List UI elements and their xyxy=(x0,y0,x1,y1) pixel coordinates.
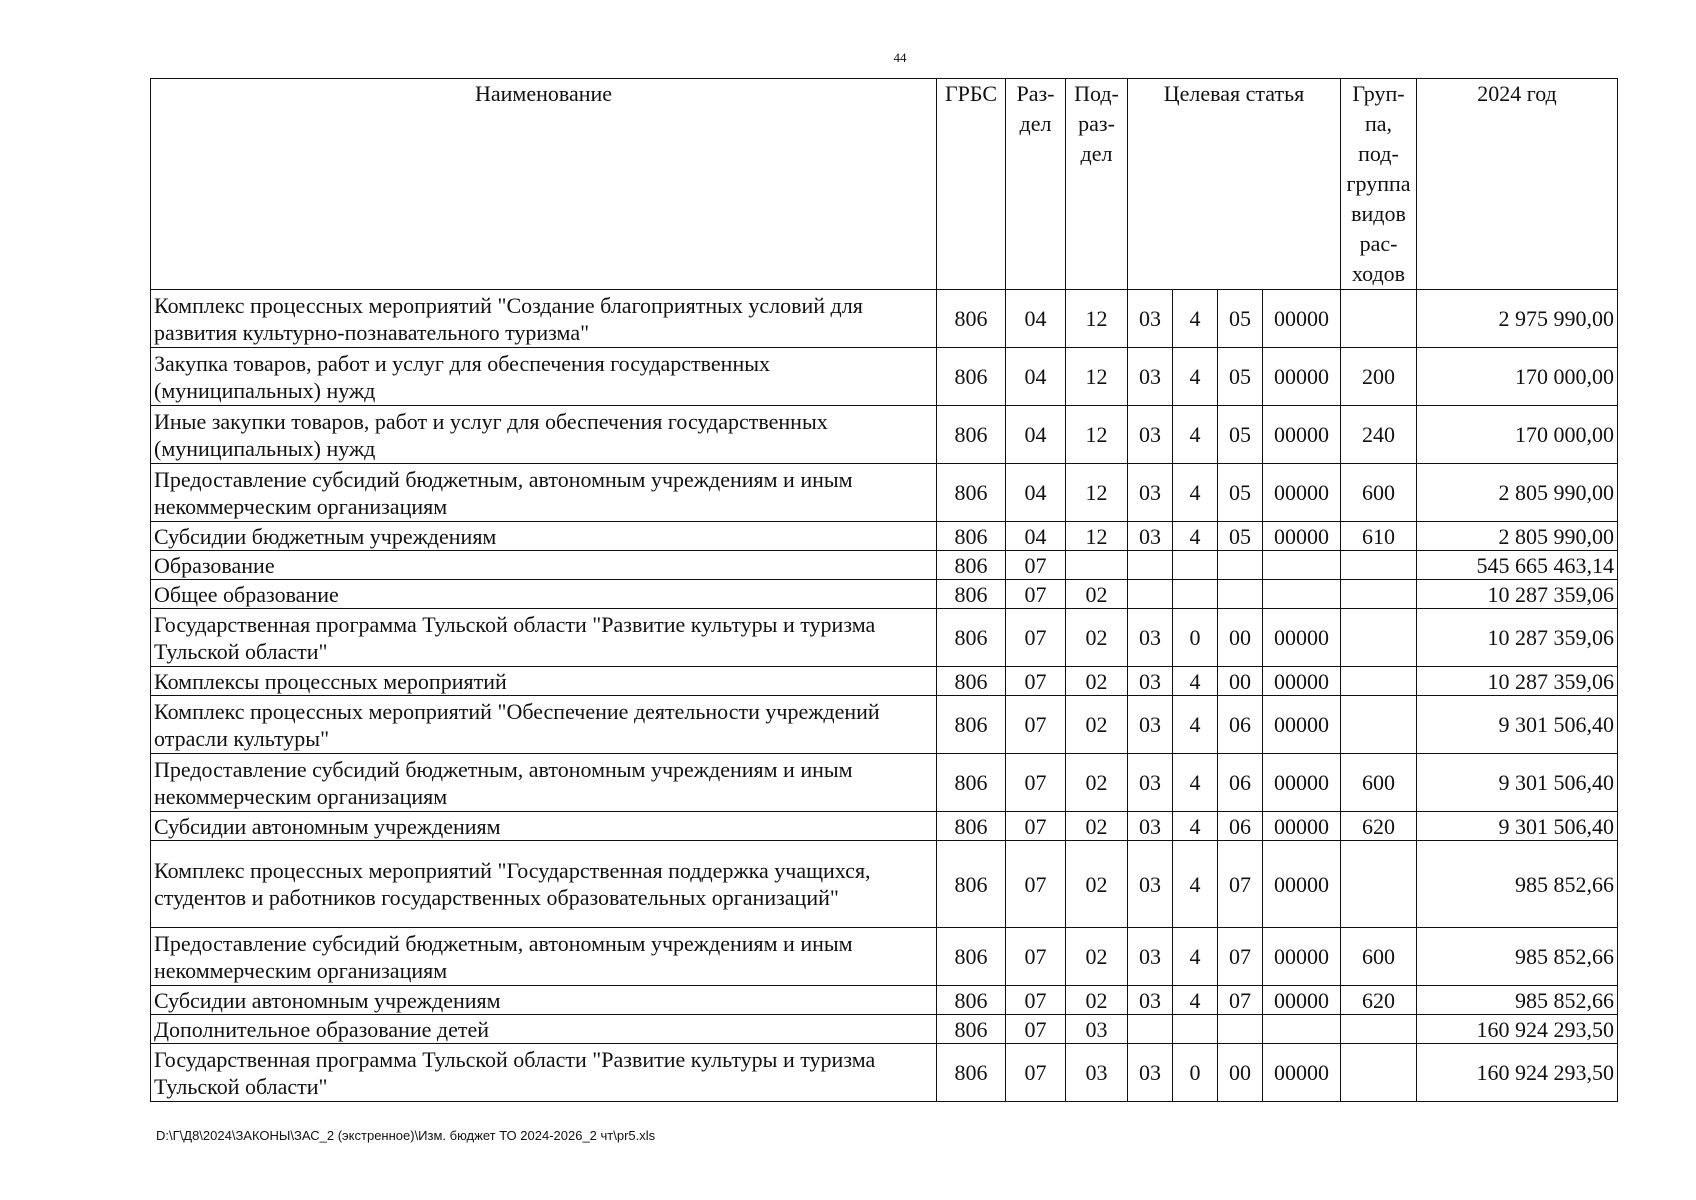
table-row xyxy=(151,667,1618,696)
header-target-article: Целевая статья xyxy=(1128,79,1341,290)
cell-cs3: 07 xyxy=(1218,841,1263,928)
cell-cs4: 00000 xyxy=(1263,290,1341,348)
table-row xyxy=(151,754,1618,812)
cell-amount: 2 975 990,00 xyxy=(1417,290,1618,348)
cell-grbs: 806 xyxy=(937,290,1006,348)
cell-rz: 07 xyxy=(1006,1044,1066,1102)
table-row xyxy=(151,812,1618,841)
cell-rz: 07 xyxy=(1006,928,1066,986)
cell-pr: 02 xyxy=(1066,609,1128,667)
table-row xyxy=(151,696,1618,754)
cell-rz: 07 xyxy=(1006,841,1066,928)
cell-name: Образование xyxy=(151,551,937,580)
cell-rz: 04 xyxy=(1006,348,1066,406)
table-header-row xyxy=(151,79,1618,290)
cell-cs4: 00000 xyxy=(1263,928,1341,986)
cell-cs2: 4 xyxy=(1173,348,1218,406)
cell-cs2: 4 xyxy=(1173,406,1218,464)
header-section: Раз-дел xyxy=(1006,79,1066,290)
cell-pr: 12 xyxy=(1066,348,1128,406)
file-path: D:\Г\Д8\2024\ЗАКОНЫ\ЗАС_2 (экстренное)\Изм. бюджет ТО 2024-2026_2 чт\pr5.xls xyxy=(156,1128,656,1143)
cell-cs1 xyxy=(1128,580,1173,609)
cell-cs3: 00 xyxy=(1218,609,1263,667)
cell-amount: 9 301 506,40 xyxy=(1417,812,1618,841)
cell-cs2: 4 xyxy=(1173,667,1218,696)
cell-cs4: 00000 xyxy=(1263,841,1341,928)
cell-vr xyxy=(1341,290,1417,348)
cell-vr: 620 xyxy=(1341,812,1417,841)
cell-name: Предоставление субсидий бюджетным, автономным учреждениям и иным некоммерческим организациям xyxy=(151,754,937,812)
cell-cs4 xyxy=(1263,580,1341,609)
cell-pr: 03 xyxy=(1066,1044,1128,1102)
cell-cs2: 4 xyxy=(1173,696,1218,754)
cell-rz: 04 xyxy=(1006,464,1066,522)
cell-amount: 985 852,66 xyxy=(1417,986,1618,1015)
cell-rz: 07 xyxy=(1006,812,1066,841)
cell-cs2 xyxy=(1173,580,1218,609)
header-subsection: Под-раз-дел xyxy=(1066,79,1128,290)
cell-cs3 xyxy=(1218,551,1263,580)
cell-grbs: 806 xyxy=(937,1044,1006,1102)
table-row xyxy=(151,986,1618,1015)
table-row xyxy=(151,928,1618,986)
cell-cs3: 06 xyxy=(1218,754,1263,812)
cell-cs3: 05 xyxy=(1218,464,1263,522)
table-row xyxy=(151,551,1618,580)
cell-vr: 600 xyxy=(1341,928,1417,986)
cell-cs4: 00000 xyxy=(1263,464,1341,522)
cell-name: Государственная программа Тульской области "Развитие культуры и туризма Тульской области" xyxy=(151,1044,937,1102)
cell-name: Предоставление субсидий бюджетным, автономным учреждениям и иным некоммерческим организациям xyxy=(151,928,937,986)
cell-name: Субсидии бюджетным учреждениям xyxy=(151,522,937,551)
header-name: Наименование xyxy=(151,79,937,290)
cell-pr: 12 xyxy=(1066,522,1128,551)
cell-cs2: 4 xyxy=(1173,812,1218,841)
cell-amount: 160 924 293,50 xyxy=(1417,1044,1618,1102)
cell-cs2: 0 xyxy=(1173,609,1218,667)
budget-table xyxy=(150,78,1618,1102)
cell-cs1: 03 xyxy=(1128,928,1173,986)
cell-cs4: 00000 xyxy=(1263,754,1341,812)
cell-cs3: 07 xyxy=(1218,928,1263,986)
cell-cs2 xyxy=(1173,1015,1218,1044)
cell-grbs: 806 xyxy=(937,754,1006,812)
cell-vr xyxy=(1341,696,1417,754)
table-row xyxy=(151,1044,1618,1102)
cell-grbs: 806 xyxy=(937,696,1006,754)
cell-name: Иные закупки товаров, работ и услуг для обеспечения государственных (муниципальных) нужд xyxy=(151,406,937,464)
cell-amount: 170 000,00 xyxy=(1417,348,1618,406)
cell-cs1: 03 xyxy=(1128,696,1173,754)
cell-cs4 xyxy=(1263,1015,1341,1044)
table-row xyxy=(151,1015,1618,1044)
cell-cs2: 4 xyxy=(1173,522,1218,551)
cell-cs2: 4 xyxy=(1173,841,1218,928)
cell-amount: 10 287 359,06 xyxy=(1417,667,1618,696)
cell-rz: 07 xyxy=(1006,667,1066,696)
cell-vr: 610 xyxy=(1341,522,1417,551)
cell-cs4: 00000 xyxy=(1263,986,1341,1015)
cell-vr xyxy=(1341,1015,1417,1044)
cell-vr xyxy=(1341,667,1417,696)
cell-pr: 12 xyxy=(1066,464,1128,522)
cell-name: Закупка товаров, работ и услуг для обеспечения государственных (муниципальных) нужд xyxy=(151,348,937,406)
cell-rz: 07 xyxy=(1006,609,1066,667)
cell-cs2: 4 xyxy=(1173,986,1218,1015)
cell-amount: 9 301 506,40 xyxy=(1417,754,1618,812)
header-year: 2024 год xyxy=(1417,79,1618,290)
cell-cs4: 00000 xyxy=(1263,696,1341,754)
cell-cs2: 4 xyxy=(1173,928,1218,986)
header-expense-group: Груп-па, под-группа видов рас-ходов xyxy=(1341,79,1417,290)
cell-vr xyxy=(1341,580,1417,609)
cell-vr: 620 xyxy=(1341,986,1417,1015)
cell-pr: 02 xyxy=(1066,754,1128,812)
cell-cs3: 06 xyxy=(1218,812,1263,841)
cell-cs3: 07 xyxy=(1218,986,1263,1015)
cell-rz: 07 xyxy=(1006,754,1066,812)
page-number: 44 xyxy=(893,50,907,65)
cell-pr: 02 xyxy=(1066,812,1128,841)
cell-amount: 985 852,66 xyxy=(1417,841,1618,928)
cell-amount: 2 805 990,00 xyxy=(1417,522,1618,551)
cell-amount: 985 852,66 xyxy=(1417,928,1618,986)
cell-rz: 04 xyxy=(1006,290,1066,348)
cell-cs2: 4 xyxy=(1173,290,1218,348)
cell-vr: 240 xyxy=(1341,406,1417,464)
cell-cs1 xyxy=(1128,551,1173,580)
cell-grbs: 806 xyxy=(937,841,1006,928)
cell-cs4 xyxy=(1263,551,1341,580)
cell-grbs: 806 xyxy=(937,928,1006,986)
cell-name: Комплексы процессных мероприятий xyxy=(151,667,937,696)
cell-cs2: 4 xyxy=(1173,754,1218,812)
cell-cs1: 03 xyxy=(1128,812,1173,841)
table-row xyxy=(151,609,1618,667)
cell-rz: 07 xyxy=(1006,580,1066,609)
cell-rz: 07 xyxy=(1006,1015,1066,1044)
cell-cs4: 00000 xyxy=(1263,1044,1341,1102)
cell-cs3: 05 xyxy=(1218,348,1263,406)
cell-name: Субсидии автономным учреждениям xyxy=(151,986,937,1015)
cell-pr: 02 xyxy=(1066,928,1128,986)
cell-cs4: 00000 xyxy=(1263,667,1341,696)
table-row xyxy=(151,522,1618,551)
cell-name: Субсидии автономным учреждениям xyxy=(151,812,937,841)
cell-vr: 600 xyxy=(1341,754,1417,812)
cell-name: Общее образование xyxy=(151,580,937,609)
cell-pr: 02 xyxy=(1066,667,1128,696)
cell-cs3: 05 xyxy=(1218,290,1263,348)
cell-cs1: 03 xyxy=(1128,290,1173,348)
cell-cs1: 03 xyxy=(1128,406,1173,464)
cell-cs4: 00000 xyxy=(1263,812,1341,841)
cell-name: Государственная программа Тульской области "Развитие культуры и туризма Тульской области" xyxy=(151,609,937,667)
cell-name: Дополнительное образование детей xyxy=(151,1015,937,1044)
cell-rz: 04 xyxy=(1006,522,1066,551)
cell-grbs: 806 xyxy=(937,609,1006,667)
cell-rz: 07 xyxy=(1006,551,1066,580)
cell-name: Комплекс процессных мероприятий "Государственная поддержка учащихся, студентов и работников государственных образовательных организаций" xyxy=(151,841,937,928)
cell-cs1: 03 xyxy=(1128,667,1173,696)
cell-cs4: 00000 xyxy=(1263,609,1341,667)
cell-rz: 07 xyxy=(1006,696,1066,754)
cell-vr xyxy=(1341,1044,1417,1102)
cell-cs3: 05 xyxy=(1218,522,1263,551)
cell-vr xyxy=(1341,551,1417,580)
cell-cs2 xyxy=(1173,551,1218,580)
cell-grbs: 806 xyxy=(937,406,1006,464)
cell-cs1: 03 xyxy=(1128,348,1173,406)
cell-name: Комплекс процессных мероприятий "Создание благоприятных условий для развития культурно-познавательного туризма" xyxy=(151,290,937,348)
cell-cs1: 03 xyxy=(1128,1044,1173,1102)
cell-pr: 02 xyxy=(1066,696,1128,754)
cell-rz: 07 xyxy=(1006,986,1066,1015)
cell-vr: 600 xyxy=(1341,464,1417,522)
cell-amount: 170 000,00 xyxy=(1417,406,1618,464)
cell-cs1: 03 xyxy=(1128,464,1173,522)
cell-cs1: 03 xyxy=(1128,522,1173,551)
cell-amount: 545 665 463,14 xyxy=(1417,551,1618,580)
cell-name: Комплекс процессных мероприятий "Обеспечение деятельности учреждений отрасли культуры" xyxy=(151,696,937,754)
cell-grbs: 806 xyxy=(937,551,1006,580)
cell-grbs: 806 xyxy=(937,580,1006,609)
cell-grbs: 806 xyxy=(937,348,1006,406)
cell-cs3: 05 xyxy=(1218,406,1263,464)
cell-cs4: 00000 xyxy=(1263,348,1341,406)
cell-grbs: 806 xyxy=(937,464,1006,522)
cell-cs4: 00000 xyxy=(1263,406,1341,464)
cell-grbs: 806 xyxy=(937,986,1006,1015)
cell-cs3 xyxy=(1218,1015,1263,1044)
cell-pr: 12 xyxy=(1066,406,1128,464)
cell-cs3: 00 xyxy=(1218,667,1263,696)
cell-grbs: 806 xyxy=(937,667,1006,696)
table-row xyxy=(151,841,1618,928)
cell-cs1: 03 xyxy=(1128,609,1173,667)
cell-grbs: 806 xyxy=(937,812,1006,841)
table-body xyxy=(151,290,1618,1102)
cell-pr: 12 xyxy=(1066,290,1128,348)
cell-cs2: 4 xyxy=(1173,464,1218,522)
table-row xyxy=(151,348,1618,406)
cell-cs1: 03 xyxy=(1128,986,1173,1015)
cell-name: Предоставление субсидий бюджетным, автономным учреждениям и иным некоммерческим организациям xyxy=(151,464,937,522)
cell-amount: 160 924 293,50 xyxy=(1417,1015,1618,1044)
header-grbs: ГРБС xyxy=(937,79,1006,290)
cell-cs2: 0 xyxy=(1173,1044,1218,1102)
cell-vr xyxy=(1341,841,1417,928)
cell-cs3: 06 xyxy=(1218,696,1263,754)
cell-cs1: 03 xyxy=(1128,754,1173,812)
table-row xyxy=(151,406,1618,464)
cell-cs4: 00000 xyxy=(1263,522,1341,551)
cell-cs1 xyxy=(1128,1015,1173,1044)
cell-grbs: 806 xyxy=(937,522,1006,551)
cell-pr xyxy=(1066,551,1128,580)
table-row xyxy=(151,580,1618,609)
cell-cs3 xyxy=(1218,580,1263,609)
cell-cs1: 03 xyxy=(1128,841,1173,928)
cell-amount: 10 287 359,06 xyxy=(1417,580,1618,609)
cell-amount: 10 287 359,06 xyxy=(1417,609,1618,667)
table-row xyxy=(151,290,1618,348)
cell-vr xyxy=(1341,609,1417,667)
cell-pr: 02 xyxy=(1066,986,1128,1015)
table-row xyxy=(151,464,1618,522)
cell-vr: 200 xyxy=(1341,348,1417,406)
cell-pr: 02 xyxy=(1066,841,1128,928)
cell-cs3: 00 xyxy=(1218,1044,1263,1102)
cell-amount: 9 301 506,40 xyxy=(1417,696,1618,754)
cell-pr: 02 xyxy=(1066,580,1128,609)
cell-grbs: 806 xyxy=(937,1015,1006,1044)
cell-amount: 2 805 990,00 xyxy=(1417,464,1618,522)
cell-rz: 04 xyxy=(1006,406,1066,464)
cell-pr: 03 xyxy=(1066,1015,1128,1044)
